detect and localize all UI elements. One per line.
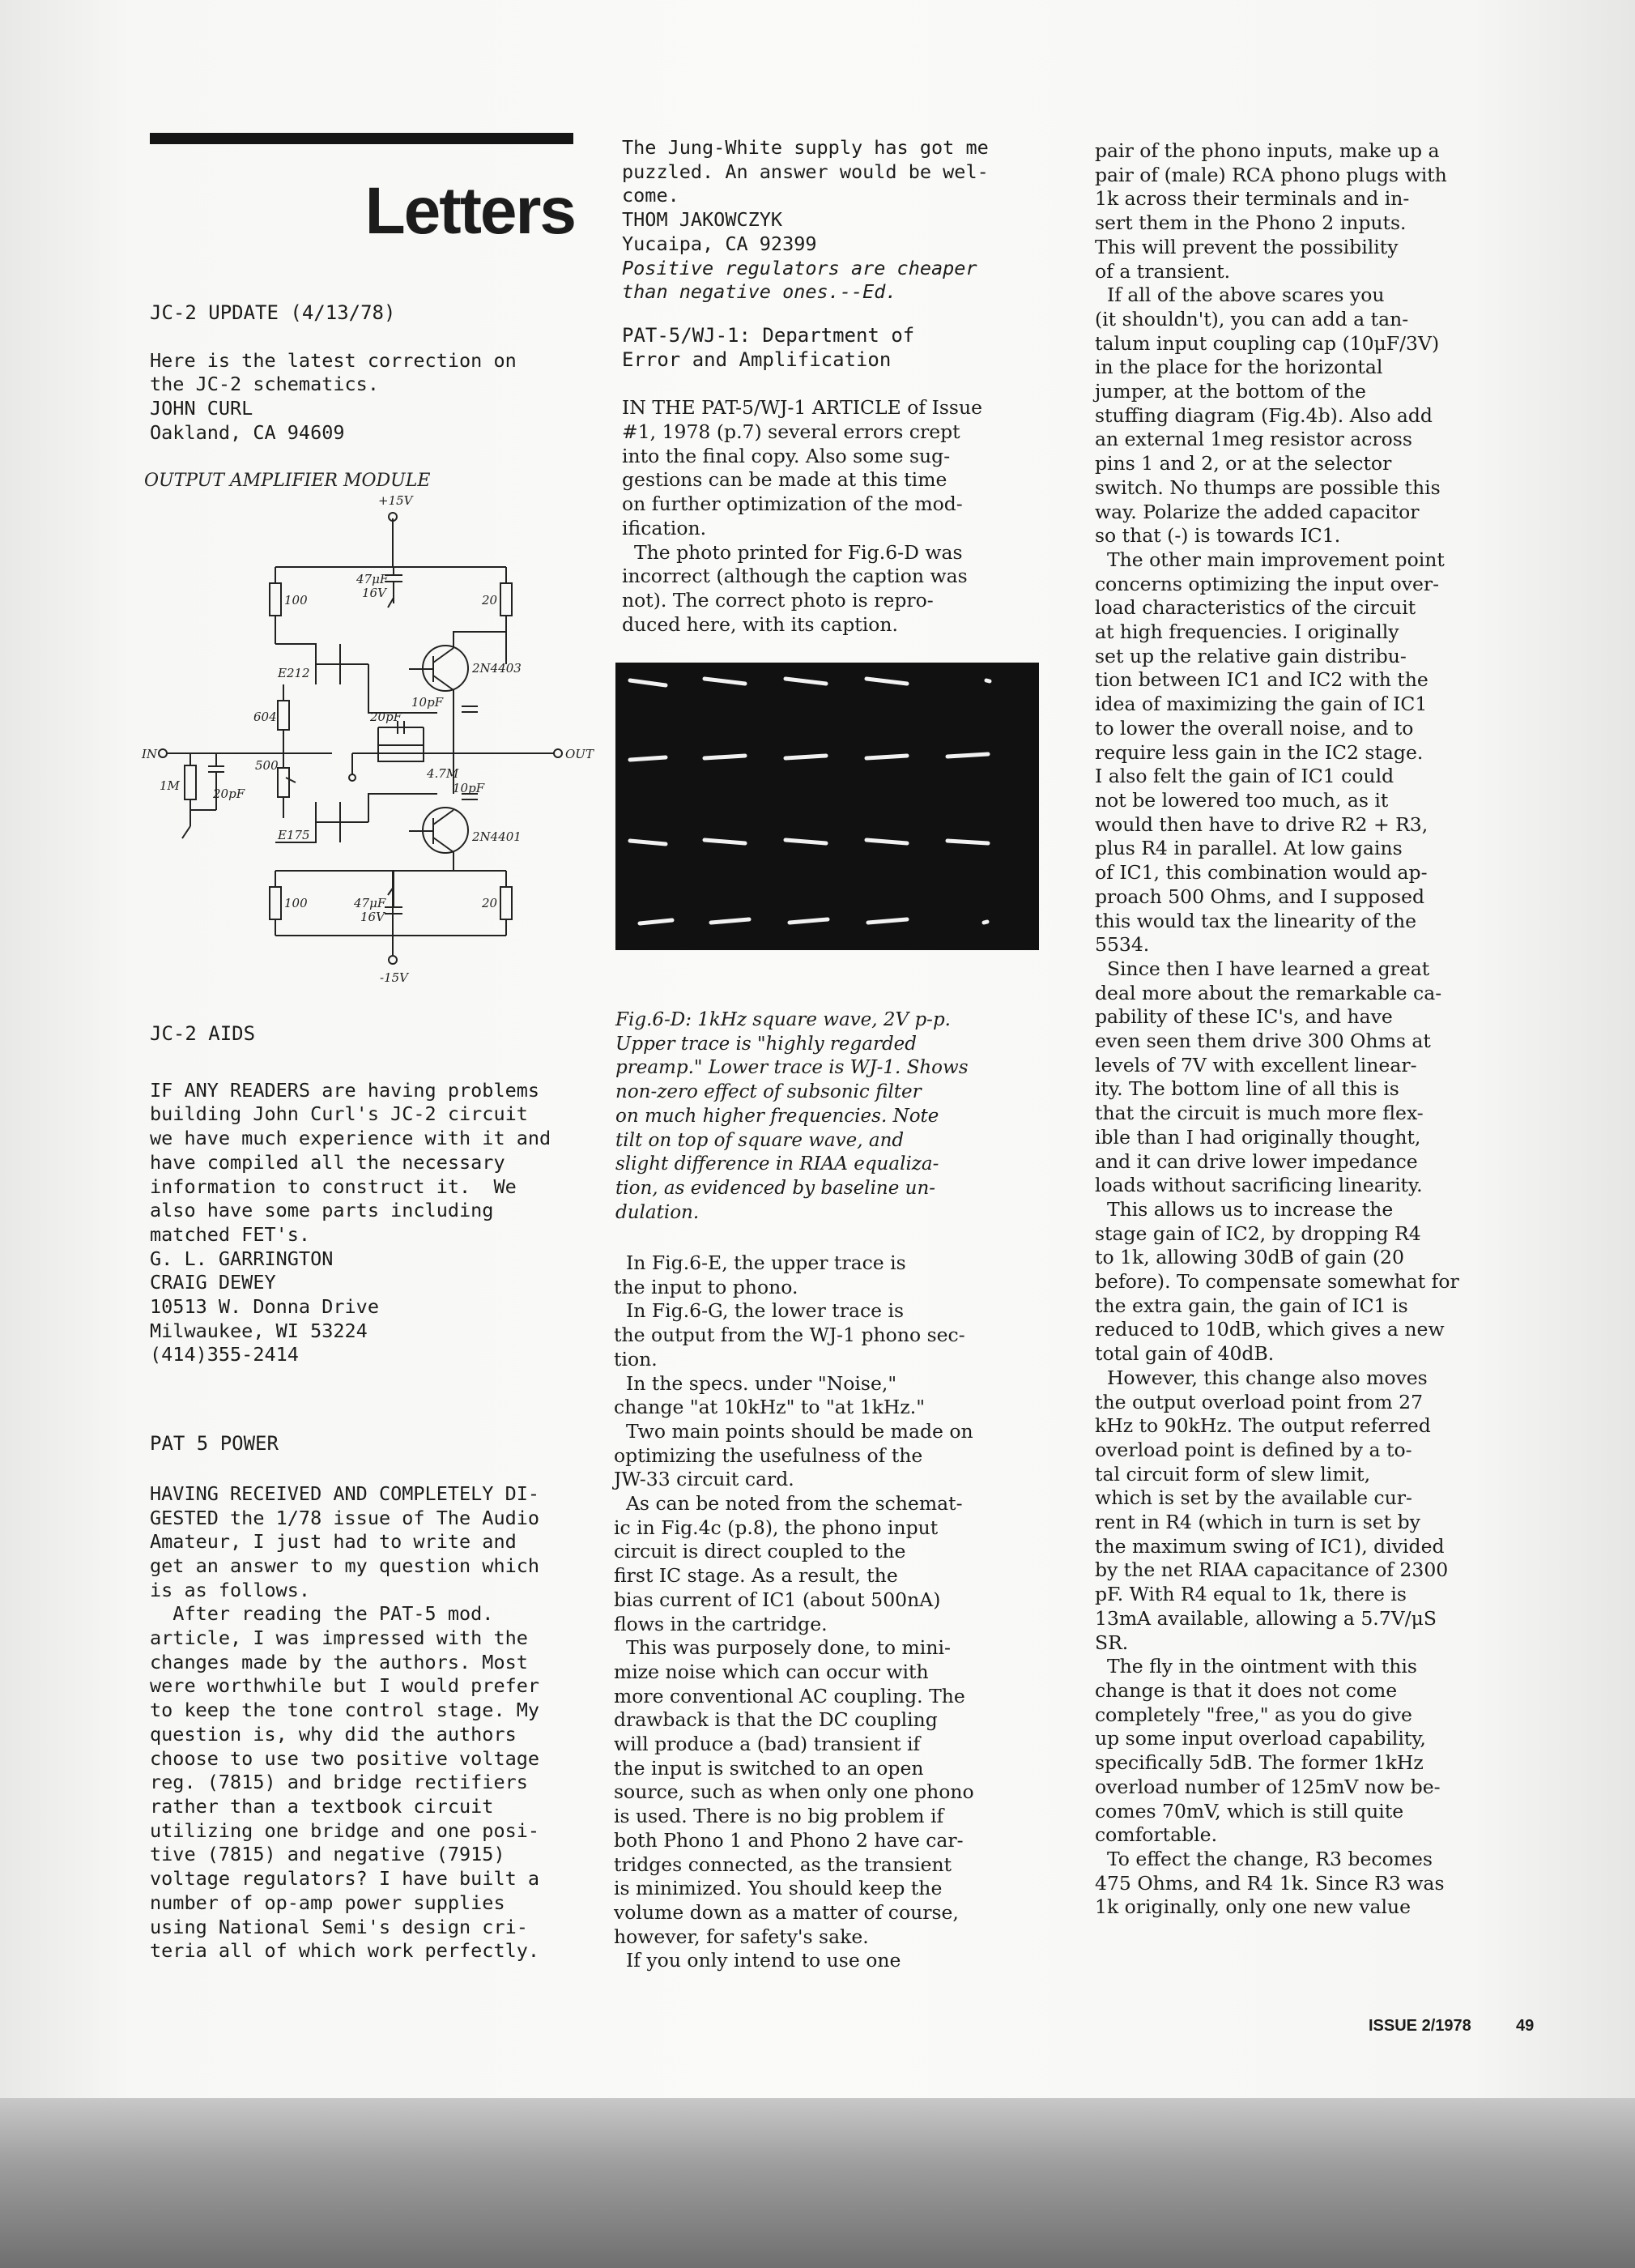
text-line: The photo printed for Fig.6-D was: [622, 540, 963, 564]
text-line: come.: [622, 184, 679, 207]
text-line: Milwaukee, WI 53224: [150, 1319, 368, 1342]
text-line: on further optimization of the mod-: [622, 492, 963, 516]
caption-line: dulation.: [615, 1201, 700, 1223]
text-line: comes 70mV, which is still quite: [1095, 1799, 1404, 1823]
text-line: idea of maximizing the gain of IC1: [1095, 693, 1428, 716]
text-line: THOM JAKOWCZYK: [622, 208, 783, 232]
label-fet-top: E212: [278, 666, 310, 680]
text-line: This was purposely done, to mini-: [614, 1636, 951, 1660]
text-line: were worthwhile but I would prefer: [150, 1674, 540, 1698]
text-line: This allows us to increase the: [1095, 1197, 1394, 1221]
text-line: puzzled. An answer would be wel-: [622, 160, 989, 183]
issue-footer: ISSUE 2/1978: [1369, 2017, 1471, 2035]
text-line: SR.: [1095, 1631, 1129, 1654]
text-line: number of op-amp power supplies: [150, 1891, 505, 1914]
label-vplus: +15V: [378, 493, 413, 508]
caption-line: tion, as evidenced by baseline un-: [615, 1177, 936, 1199]
text-line: teria all of which work perfectly.: [150, 1939, 540, 1963]
text-line: To effect the change, R3 becomes: [1095, 1847, 1433, 1870]
column-3: [1095, 139, 1532, 1920]
label-r20-top: 20: [482, 593, 498, 608]
text-line: tion between IC1 and IC2 with the: [1095, 668, 1428, 692]
text-line: reg. (7815) and bridge rectifiers: [150, 1771, 528, 1794]
text-line: G. L. GARRINGTON: [150, 1247, 334, 1270]
text-line: pair of (male) RCA phono plugs with: [1095, 163, 1447, 186]
cap-20pf-input: [208, 766, 224, 772]
text-line: to lower the overall noise, and to: [1095, 716, 1414, 740]
caption-line: tilt on top of square wave, and: [615, 1129, 905, 1151]
label-q-bot: 2N4401: [472, 829, 522, 844]
text-line: will produce a (bad) transient if: [614, 1733, 921, 1756]
text-line: If you only intend to use one: [614, 1949, 901, 1972]
text-line: flows in the cartridge.: [614, 1612, 828, 1635]
text-line: 5534.: [1095, 933, 1150, 957]
text-line: ity. The bottom line of all this is: [1095, 1077, 1399, 1101]
text-line: rather than a textbook circuit: [150, 1794, 494, 1818]
label-c20-in: 20pF: [213, 787, 245, 801]
text-line: this would tax the linearity of the: [1095, 909, 1417, 932]
text-line: changes made by the authors. Most: [150, 1650, 528, 1673]
text-line: require less gain in the IC2 stage.: [1095, 740, 1424, 764]
text-line: however, for safety's sake.: [614, 1925, 869, 1948]
text-line: After reading the PAT-5 mod.: [150, 1602, 494, 1626]
heading-pat5-power: PAT 5 POWER: [150, 1432, 279, 1456]
text-line: tal circuit form of slew limit,: [1095, 1462, 1371, 1486]
text-line: JW-33 circuit card.: [614, 1468, 794, 1491]
text-line: drawback is that the DC coupling: [614, 1708, 938, 1732]
input-terminal: [159, 749, 167, 757]
text-line: IN THE PAT-5/WJ-1 ARTICLE of Issue: [622, 396, 983, 420]
text-line: which is set by the available cur-: [1095, 1486, 1412, 1510]
text-line: CRAIG DEWEY: [150, 1271, 276, 1294]
resistor-100-top: [270, 583, 281, 616]
text-line: voltage regulators? I have built a: [150, 1867, 540, 1891]
text-line: optimizing the usefulness of the: [614, 1443, 923, 1467]
heading-pat5-wj1: PAT-5/WJ-1: Department of: [622, 323, 915, 347]
text-line: also have some parts including: [150, 1199, 494, 1222]
label-r20-bot: 20: [482, 896, 498, 910]
text-line: specifically 5dB. The former 1kHz: [1095, 1751, 1424, 1775]
text-line: Here is the latest correction on: [150, 348, 517, 372]
text-line: into the final copy. Also some sug-: [622, 444, 951, 467]
text-line: the JC-2 schematics.: [150, 373, 379, 396]
cap-20pf-feedback: [378, 727, 424, 745]
text-line: an external 1meg resistor across: [1095, 428, 1412, 451]
section-title: Letters: [364, 174, 575, 248]
resistor-604: [278, 701, 289, 730]
text-line: The fly in the ointment with this: [1095, 1655, 1417, 1678]
caption-line: preamp." Lower trace is WJ-1. Shows: [615, 1057, 969, 1079]
editor-reply: than negative ones.--Ed.: [622, 280, 897, 304]
label-c10-top: 10pF: [411, 695, 444, 710]
text-line: at high frequencies. I originally: [1095, 620, 1399, 644]
text-line: talum input coupling cap (10μF/3V): [1095, 331, 1440, 355]
junction-node: [349, 774, 356, 781]
schematic-title: OUTPUT AMPLIFIER MODULE: [144, 471, 431, 491]
text-line: so that (-) is towards IC1.: [1095, 524, 1341, 548]
text-line: before). To compensate somewhat for: [1095, 1270, 1459, 1294]
text-line: the maximum swing of IC1), divided: [1095, 1534, 1445, 1558]
label-cap-top-v: 16V: [362, 586, 386, 600]
scan-shadow: [0, 2098, 1635, 2268]
text-line: kHz to 90kHz. The output referred: [1095, 1414, 1431, 1438]
text-line: stuffing diagram (Fig.4b). Also add: [1095, 403, 1433, 427]
text-line: tridges connected, as the transient: [614, 1852, 952, 1876]
column-1: [150, 301, 603, 446]
text-line: change "at 10kHz" to "at 1kHz.": [614, 1396, 926, 1419]
text-line: overload number of 125mV now be-: [1095, 1775, 1441, 1798]
text-line: pF. With R4 equal to 1k, there is: [1095, 1583, 1407, 1606]
heading-jc2-update: JC-2 UPDATE (4/13/78): [150, 301, 396, 324]
text-line: Amateur, I just had to write and: [150, 1530, 517, 1554]
text-line: However, this change also moves: [1095, 1366, 1428, 1389]
editor-reply: Positive regulators are cheaper: [622, 256, 977, 279]
caption-line: Fig.6-D: 1kHz square wave, 2V p-p.: [615, 1009, 951, 1030]
text-line: concerns optimizing the input over-: [1095, 572, 1440, 595]
text-line: sert them in the Phono 2 inputs.: [1095, 211, 1407, 235]
text-line: is minimized. You should keep the: [614, 1877, 943, 1900]
text-line: pability of these IC's, and have: [1095, 1005, 1393, 1029]
text-line: (it shouldn't), you can add a tan-: [1095, 307, 1409, 330]
label-out: OUT: [565, 747, 594, 761]
output-terminal: [554, 749, 562, 757]
text-line: JOHN CURL: [150, 397, 253, 420]
text-line: total gain of 40dB.: [1095, 1342, 1275, 1366]
text-line: pins 1 and 2, or at the selector: [1095, 452, 1392, 475]
text-line: get an answer to my question which: [150, 1554, 540, 1577]
label-r500: 500: [255, 758, 279, 773]
text-line: deal more about the remarkable ca-: [1095, 981, 1442, 1004]
text-line: If all of the above scares you: [1095, 284, 1385, 307]
text-line: gestions can be made at this time: [622, 468, 947, 492]
text-line: 13mA available, allowing a 5.7V/μS: [1095, 1606, 1437, 1630]
text-line: jumper, at the bottom of the: [1095, 380, 1366, 403]
text-line: This will prevent the possibility: [1095, 235, 1399, 258]
text-line: bias current of IC1 (about 500nA): [614, 1588, 941, 1611]
text-line: GESTED the 1/78 issue of The Audio: [150, 1506, 540, 1529]
label-r604: 604: [253, 710, 277, 724]
label-c20-fb: 20pF: [370, 710, 402, 724]
text-line: information to construct it. We: [150, 1174, 517, 1198]
text-line: reduced to 10dB, which gives a new: [1095, 1318, 1445, 1341]
text-line: HAVING RECEIVED AND COMPLETELY DI-: [150, 1481, 540, 1505]
cap-10pf-top: [462, 706, 478, 712]
text-line: the output from the WJ-1 phono sec-: [614, 1324, 965, 1347]
text-line: article, I was impressed with the: [150, 1626, 528, 1650]
text-line: have compiled all the necessary: [150, 1150, 505, 1174]
label-cap-top: 47μF: [356, 572, 389, 586]
text-line: comfortable.: [1095, 1823, 1218, 1847]
text-line: load characteristics of the circuit: [1095, 596, 1416, 620]
text-line: by the net RIAA capacitance of 2300: [1095, 1558, 1449, 1582]
text-line: both Phono 1 and Phono 2 have car-: [614, 1828, 964, 1852]
column-2: [622, 136, 1059, 637]
text-line: pair of the phono inputs, make up a: [1095, 139, 1440, 162]
title-rule: [150, 133, 573, 144]
caption-line: Upper trace is "highly regarded: [615, 1033, 918, 1055]
label-r100-top: 100: [284, 593, 308, 608]
text-line: IF ANY READERS are having problems: [150, 1078, 540, 1102]
resistor-500: [278, 768, 289, 797]
text-line: and it can drive lower impedance: [1095, 1149, 1418, 1173]
text-line: Oakland, CA 94609: [150, 420, 345, 444]
text-line: ible than I had originally thought,: [1095, 1125, 1421, 1149]
label-fet-bot: E175: [278, 828, 310, 842]
figure-caption: [615, 1008, 1053, 1225]
text-line: tive (7815) and negative (7915): [150, 1843, 505, 1866]
text-line: completely "free," as you do give: [1095, 1703, 1412, 1726]
output-amplifier-schematic: [142, 470, 594, 1004]
text-line: building John Curl's JC-2 circuit: [150, 1102, 528, 1126]
text-line: would then have to drive R2 + R3,: [1095, 812, 1428, 836]
text-line: that the circuit is much more flex-: [1095, 1102, 1424, 1125]
text-line: ification.: [622, 516, 707, 539]
text-line: question is, why did the authors: [150, 1722, 517, 1746]
text-line: the output overload point from 27: [1095, 1390, 1424, 1413]
label-vminus: -15V: [380, 970, 408, 985]
text-line: The Jung-White supply has got me: [622, 136, 989, 159]
text-line: I also felt the gain of IC1 could: [1095, 765, 1394, 788]
column-1-lower: [150, 1022, 603, 1963]
text-line: matched FET's.: [150, 1222, 311, 1246]
text-line: choose to use two positive voltage: [150, 1746, 540, 1770]
text-line: rent in R4 (which in turn is set by: [1095, 1511, 1420, 1534]
resistor-100-bottom: [270, 887, 281, 919]
text-line: In Fig.6-G, the lower trace is: [614, 1299, 905, 1323]
text-line: stage gain of IC2, by dropping R4: [1095, 1221, 1421, 1245]
text-line: Since then I have learned a great: [1095, 957, 1430, 980]
text-line: 475 Ohms, and R4 1k. Since R3 was: [1095, 1871, 1445, 1895]
text-line: up some input overload capability,: [1095, 1727, 1426, 1750]
text-line: first IC stage. As a result, the: [614, 1564, 898, 1588]
resistor-20-top: [500, 583, 512, 616]
text-line: not). The correct photo is repro-: [622, 588, 934, 612]
oscilloscope-photo: [615, 663, 1039, 950]
text-line: utilizing one bridge and one posi-: [150, 1818, 540, 1842]
text-line: we have much experience with it and: [150, 1127, 551, 1150]
text-line: #1, 1978 (p.7) several errors crept: [622, 420, 960, 444]
text-line: to 1k, allowing 30dB of gain (20: [1095, 1246, 1404, 1269]
text-line: 10513 W. Donna Drive: [150, 1295, 379, 1319]
text-line: mize noise which can occur with: [614, 1660, 929, 1683]
text-line: duced here, with its caption.: [622, 612, 898, 636]
column-2-lower: [614, 1251, 1051, 1973]
text-line: change is that it does not come: [1095, 1679, 1398, 1702]
text-line: Yucaipa, CA 92399: [622, 232, 817, 255]
text-line: The other main improvement point: [1095, 548, 1445, 571]
text-line: of a transient.: [1095, 259, 1231, 283]
text-line: even seen them drive 300 Ohms at: [1095, 1030, 1431, 1053]
caption-line: non-zero effect of subsonic filter: [615, 1081, 922, 1103]
vminus-terminal: [389, 956, 397, 964]
label-cap-bot-v: 16V: [360, 910, 385, 924]
label-c10-bot: 10pF: [453, 781, 485, 795]
label-q-top: 2N4403: [472, 661, 522, 676]
text-line: switch. No thumps are possible this: [1095, 475, 1441, 499]
text-line: (414)355-2414: [150, 1343, 299, 1366]
text-line: of IC1, this combination would ap-: [1095, 861, 1428, 885]
text-line: As can be noted from the schemat-: [614, 1492, 963, 1516]
text-line: the input is switched to an open: [614, 1756, 924, 1780]
text-line: way. Polarize the added capacitor: [1095, 500, 1420, 523]
label-in: IN: [142, 747, 158, 761]
resistor-20-bottom: [500, 887, 512, 919]
text-line: 1k across their terminals and in-: [1095, 187, 1410, 211]
text-line: tion.: [614, 1347, 658, 1371]
text-line: In the specs. under "Noise,": [614, 1371, 897, 1395]
text-line: not be lowered too much, as it: [1095, 788, 1389, 812]
text-line: proach 500 Ohms, and I supposed: [1095, 885, 1425, 908]
text-line: In Fig.6-E, the upper trace is: [614, 1251, 906, 1274]
label-cap-bot: 47μF: [354, 896, 386, 910]
heading-pat5-wj1-2: Error and Amplification: [622, 347, 892, 371]
heading-jc2-aids: JC-2 AIDS: [150, 1022, 256, 1045]
text-line: set up the relative gain distribu-: [1095, 644, 1407, 667]
text-line: levels of 7V with excellent linear-: [1095, 1053, 1417, 1076]
text-line: the extra gain, the gain of IC1 is: [1095, 1294, 1408, 1317]
text-line: is as follows.: [150, 1578, 311, 1601]
text-line: incorrect (although the caption was: [622, 565, 968, 588]
text-line: Two main points should be made on: [614, 1419, 973, 1443]
text-line: volume down as a matter of course,: [614, 1900, 959, 1924]
text-line: source, such as when only one phono: [614, 1780, 974, 1804]
text-line: is used. There is no big problem if: [614, 1805, 944, 1828]
text-line: the input to phono.: [614, 1275, 798, 1298]
text-line: more conventional AC coupling. The: [614, 1684, 965, 1707]
text-line: to keep the tone control stage. My: [150, 1699, 540, 1722]
label-r100-bot: 100: [284, 896, 308, 910]
text-line: 1k originally, only one new value: [1095, 1895, 1411, 1919]
label-r1m: 1M: [160, 778, 180, 793]
text-line: plus R4 in parallel. At low gains: [1095, 837, 1403, 860]
text-line: ic in Fig.4c (p.8), the phono input: [614, 1516, 939, 1539]
caption-line: on much higher frequencies. Note: [615, 1105, 939, 1127]
resistor-1m: [185, 765, 196, 799]
page-number: 49: [1516, 2017, 1535, 2035]
label-r47m: 4.7M: [427, 766, 459, 781]
text-line: using National Semi's design cri-: [150, 1915, 528, 1938]
text-line: in the place for the horizontal: [1095, 356, 1383, 379]
text-line: overload point is defined by a to-: [1095, 1438, 1412, 1461]
text-line: loads without sacrificing linearity.: [1095, 1174, 1423, 1197]
output-wire: [453, 727, 555, 753]
text-line: circuit is direct coupled to the: [614, 1540, 906, 1563]
caption-line: slight difference in RIAA equaliza-: [615, 1153, 939, 1175]
